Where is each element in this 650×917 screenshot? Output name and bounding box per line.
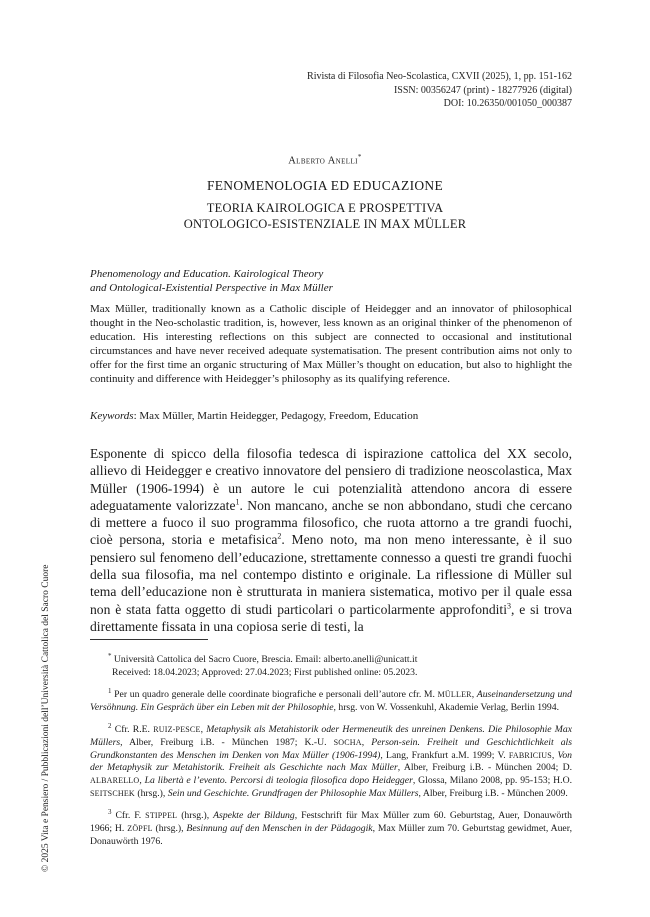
footnote-author: STIPPEL bbox=[145, 811, 178, 821]
footnote-text: , Festschrift für Max Müller zum 60. Geburtstag, Auer, Donauwörth 1966; H. bbox=[90, 810, 572, 834]
author-affiliation-note bbox=[108, 650, 572, 679]
footnote-text: , bbox=[551, 749, 558, 761]
footnote-number: 3 bbox=[108, 807, 112, 816]
body-text-3: . Meno noto, ma non meno interessante, è il suo pensiero sul fenomeno dell’educazione, strettamente connesso a questi tre grandi fuochi della sua filosofia, ma nel contempo distinto e originale. La riflessione di Müller sul tema dell’educazione non è strutturata in maniera sistematica, motivo per il quale essa non è stata fatta oggetto di studi particolari o particolarmente approfonditi bbox=[90, 532, 573, 617]
footnote-text: , hrsg. von W. Vossenkuhl, Akademie Verlag, Berlin 1994. bbox=[333, 702, 560, 714]
author-name-text: Alberto Anelli bbox=[288, 155, 358, 167]
body-text-1: Esponente di spicco della filosofia tedesca di ispirazione cattolica del XX secolo, allievo di Heidegger e creativo innovatore del pensiero di tradizione neoscolastica, Max Müller (1906-1994) è un autore le cui potenzialità attendono ancora di essere adeguatamente valorizzate bbox=[90, 446, 572, 513]
affiliation-marker: * bbox=[108, 652, 112, 660]
footnote-text: Per un quadro generale delle coordinate biografiche e personali dell’autore cfr. M. bbox=[111, 689, 438, 701]
keywords-label: Keywords bbox=[90, 410, 134, 422]
footnote-work-title: Aspekte der Bildung bbox=[213, 810, 295, 822]
footnote-author: ALBARELLO bbox=[90, 776, 140, 786]
body-paragraph bbox=[90, 445, 572, 635]
footnote-text: , bbox=[139, 775, 145, 787]
keywords-line bbox=[90, 409, 572, 423]
footnote-3 bbox=[90, 806, 572, 849]
footnote-author: FABRICIUS bbox=[508, 750, 552, 760]
footnote-work-title: Person-sein. Freiheit und Geschichtlichkeit als Grundkonstanten des Menschen im Denken von Max Müller (1906-1994) bbox=[90, 736, 573, 761]
footnote-text: , bbox=[200, 724, 207, 736]
english-title-line-2: and Ontological-Existential Perspective in Max Müller bbox=[90, 282, 333, 294]
footnote-author: SOCHA bbox=[333, 737, 362, 747]
footnote-work-title: Auseinandersetzung und Versöhnung. Ein Gespräch über ein Leben mit der Philosophie bbox=[90, 689, 572, 714]
footnote-author: ZÖPFL bbox=[127, 823, 153, 833]
footnote-work-title: La libertà e l’evento. Percorsi di teologia filosofica dopo Heidegger bbox=[144, 775, 413, 787]
article-title: FENOMENOLOGIA ED EDUCAZIONE bbox=[206, 178, 444, 193]
footnote-ref-2[interactable]: 2 bbox=[277, 531, 282, 541]
doi: DOI: 10.26350/001050_000387 bbox=[443, 98, 572, 109]
footnote-text: , bbox=[471, 689, 477, 701]
footnote-work-title: Von der Metaphysik zur Metahistorik. Freiheit als Geschichte nach Max Müller bbox=[90, 749, 573, 774]
issn: ISSN: 00356247 (print) - 18277926 (digital) bbox=[393, 84, 572, 96]
article-subtitle bbox=[0, 200, 650, 232]
footnote-text: , bbox=[361, 736, 372, 748]
author-name bbox=[0, 153, 650, 167]
footnote-author: SEITSCHEK bbox=[90, 789, 135, 799]
footnote-text: , Alber, Freiburg i.B. - München 2009. bbox=[418, 788, 568, 800]
footnote-2 bbox=[90, 720, 572, 801]
received-dates: Received: 18.04.2023; Approved: 27.04.2023; First published online: 05.2023. bbox=[112, 666, 418, 678]
footnote-divider bbox=[90, 639, 208, 640]
footnote-text: (hrsg.), bbox=[152, 822, 187, 834]
footnote-ref-1[interactable]: 1 bbox=[235, 497, 240, 507]
footnote-text: , Alber, Freiburg i.B. - München 1987; K.-U. bbox=[120, 736, 334, 748]
english-title bbox=[90, 267, 570, 295]
affiliation-text: Università Cattolica del Sacro Cuore, Brescia. Email: alberto.anelli@unicatt.it bbox=[111, 654, 418, 666]
footnote-work-title: Besinnung auf den Menschen in der Pädagogik bbox=[186, 822, 373, 834]
abstract-text: Max Müller, traditionally known as a Catholic disciple of Heidegger and an innovator of philosophical thought in the Neo-scholastic tradition, is, however, less known as an original thinker of the phenomenon of education. His interesting reflections on this subject are connected to occasional and institutional circumstances and have never received adequate systematisation. The present contribution aims not only to offer for the first time an organic structuring of Max Müller’s thought on education, but also to highlight the continuity and difference with Heidegger’s philosophy as its qualifying reference. bbox=[90, 303, 572, 385]
footnote-text: , Lang, Frankfurt a.M. 1999; V. bbox=[380, 749, 509, 761]
journal-header bbox=[307, 70, 572, 111]
footnote-text: (hrsg.), bbox=[134, 788, 168, 800]
footnote-text: Cfr. R.E. bbox=[111, 724, 154, 736]
footnote-text: , Max Müller zum 70. Geburtstag gewidmet, Auer, Donauwörth 1976. bbox=[90, 822, 572, 847]
subtitle-line-1: TEORIA KAIROLOGICA E PROSPETTIVA bbox=[206, 201, 444, 215]
subtitle-line-2: ONTOLOGICO-ESISTENZIALE IN MAX MÜLLER bbox=[183, 217, 467, 231]
footnote-text: Cfr. F. bbox=[111, 810, 146, 822]
footnote-text: , Alber, Freiburg i.B. - München 2004; D. bbox=[397, 762, 572, 774]
footnote-author: MÜLLER bbox=[437, 690, 472, 700]
journal-citation: Rivista di Filosofia Neo-Scolastica, CXVII (2025), 1, pp. 151-162 bbox=[307, 71, 572, 82]
footnotes bbox=[90, 685, 572, 853]
footnote-text: , Glossa, Milano 2008, pp. 95-153; H.O. bbox=[412, 775, 573, 787]
footnote-text: (hrsg.), bbox=[177, 810, 214, 822]
english-title-line-1: Phenomenology and Education. Kairological Theory bbox=[90, 268, 324, 280]
footnote-work-title: Metaphysik als Metahistorik oder Hermeneutik des unreinen Denkens. Die Philosophie Max Müllers bbox=[90, 724, 573, 748]
footnote-number: 2 bbox=[108, 721, 112, 730]
footnote-author: RUIZ-PESCE bbox=[153, 725, 201, 735]
body-text-2: . Non mancano, anche se non abbondano, studi che cercano di mettere a fuoco il suo programma filosofico, che ruota attorno a tre grandi fuochi, cioè persona, storia e metafisica bbox=[90, 497, 572, 548]
keywords-list: : Max Müller, Martin Heidegger, Pedagogy, Freedom, Education bbox=[133, 410, 419, 422]
author-footnote-marker: * bbox=[357, 153, 362, 161]
footnote-number: 1 bbox=[108, 687, 112, 695]
footnote-ref-3[interactable]: 3 bbox=[506, 601, 511, 611]
body-text-4: , e si trova direttamente fissata in una copiosa serie di testi, la bbox=[90, 601, 572, 634]
copyright-sidebar: © 2025 Vita e Pensiero / Pubblicazioni dell’Università Cattolica del Sacro Cuore bbox=[41, 564, 51, 872]
footnote-work-title: Sein und Geschichte. Grundfragen der Philosophie Max Müllers bbox=[167, 788, 419, 800]
footnote-1 bbox=[90, 685, 572, 715]
